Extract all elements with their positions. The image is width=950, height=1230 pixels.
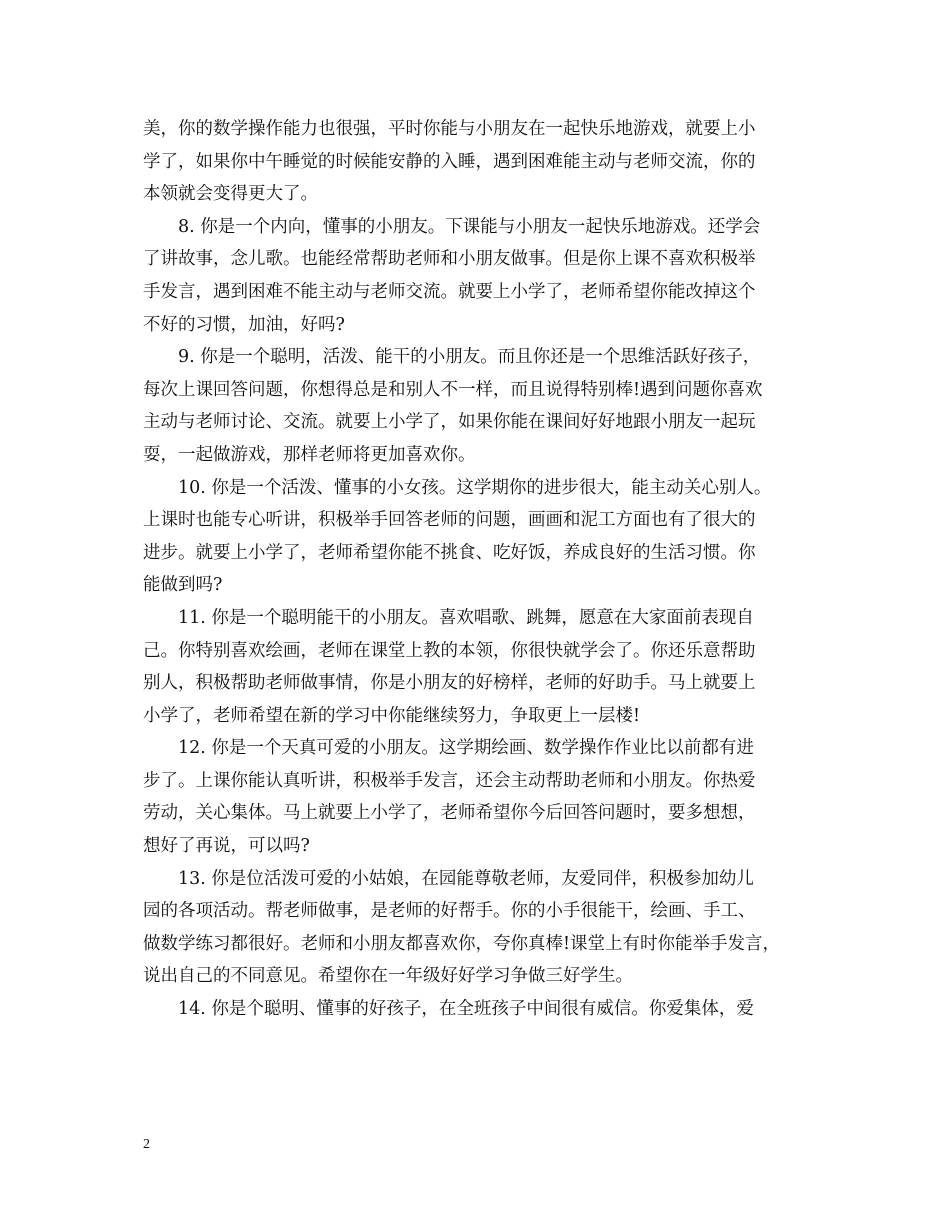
text-line: 己。你特别喜欢绘画，老师在课堂上教的本领，你很快就学会了。你还乐意帮助 [143,640,756,661]
text-line: 主动与老师讨论、交流。就要上小学了，如果你能在课间好好地跟小朋友一起玩 [143,412,756,433]
text-line: 美，你的数学操作能力也很强，平时你能与小朋友在一起快乐地游戏，就要上小 [143,119,756,139]
text-line: 说出自己的不同意见。希望你在一年级好好学习争做三好学生。 [143,966,633,987]
text-line: 上课时也能专心听讲，积极举手回答老师的问题，画画和泥工方面也有了很大的 [143,510,756,531]
text-line: 想好了再说，可以吗? [143,836,310,857]
text-line: 做数学练习都很好。老师和小朋友都喜欢你，夸你真棒!课堂上有时你能举手发言， [143,933,781,954]
text-line: 了讲故事，念儿歌。也能经常帮助老师和小朋友做事。但是你上课不喜欢积极举 [143,249,756,270]
paragraph-9-start: 9. 你是一个聪明，活泼、能干的小朋友。而且你还是一个思维活跃好孩子， [178,347,761,368]
text-line: 园的各项活动。帮老师做事，是老师的好帮手。你的小手很能干，绘画、手工、 [143,901,756,922]
text-line: 耍，一起做游戏，那样老师将更加喜欢你。 [143,444,476,465]
paragraph-11-start: 11. 你是一个聪明能干的小朋友。喜欢唱歌、跳舞，愿意在大家面前表现自 [178,607,754,628]
text-line: 能做到吗? [143,575,223,596]
page-number: 2 [143,1137,150,1152]
text-line: 本领就会变得更大了。 [143,184,318,205]
text-line: 学了，如果你中午睡觉的时候能安静的入睡，遇到困难能主动与老师交流，你的 [143,151,756,172]
paragraph-10-start: 10. 你是一个活泼、懂事的小女孩。这学期你的进步很大，能主动关心别人。 [178,477,772,498]
paragraph-14-start: 14. 你是个聪明、懂事的好孩子，在全班孩子中间很有威信。你爱集体，爱 [178,999,754,1020]
text-line: 劳动，关心集体。马上就要上小学了，老师希望你今后回答问题时，要多想想， [143,803,756,824]
text-line: 小学了，老师希望在新的学习中你能继续努力，争取更上一层楼! [143,705,641,726]
text-line: 每次上课回答问题，你想得总是和别人不一样，而且说得特别棒!遇到问题你喜欢 [143,379,763,400]
text-line: 手发言，遇到困难不能主动与老师交流。就要上小学了，老师希望你能改掉这个 [143,281,756,302]
text-line: 进步。就要上小学了，老师希望你能不挑食、吃好饭，养成良好的生活习惯。你 [143,542,756,563]
text-line: 步了。上课你能认真听讲，积极举手发言，还会主动帮助老师和小朋友。你热爱 [143,770,756,791]
text-line: 别人，积极帮助老师做事情，你是小朋友的好榜样，老师的好助手。马上就要上 [143,673,756,694]
text-line: 不好的习惯，加油，好吗? [143,314,345,335]
paragraph-12-start: 12. 你是一个天真可爱的小朋友。这学期绘画、数学操作作业比以前都有进 [178,738,754,759]
document-body [143,113,823,1026]
paragraph-8-start: 8. 你是一个内向，懂事的小朋友。下课能与小朋友一起快乐地游戏。还学会 [178,216,761,237]
paragraph-13-start: 13. 你是位活泼可爱的小姑娘，在园能尊敬老师，友爱同伴，积极参加幼儿 [178,868,754,889]
